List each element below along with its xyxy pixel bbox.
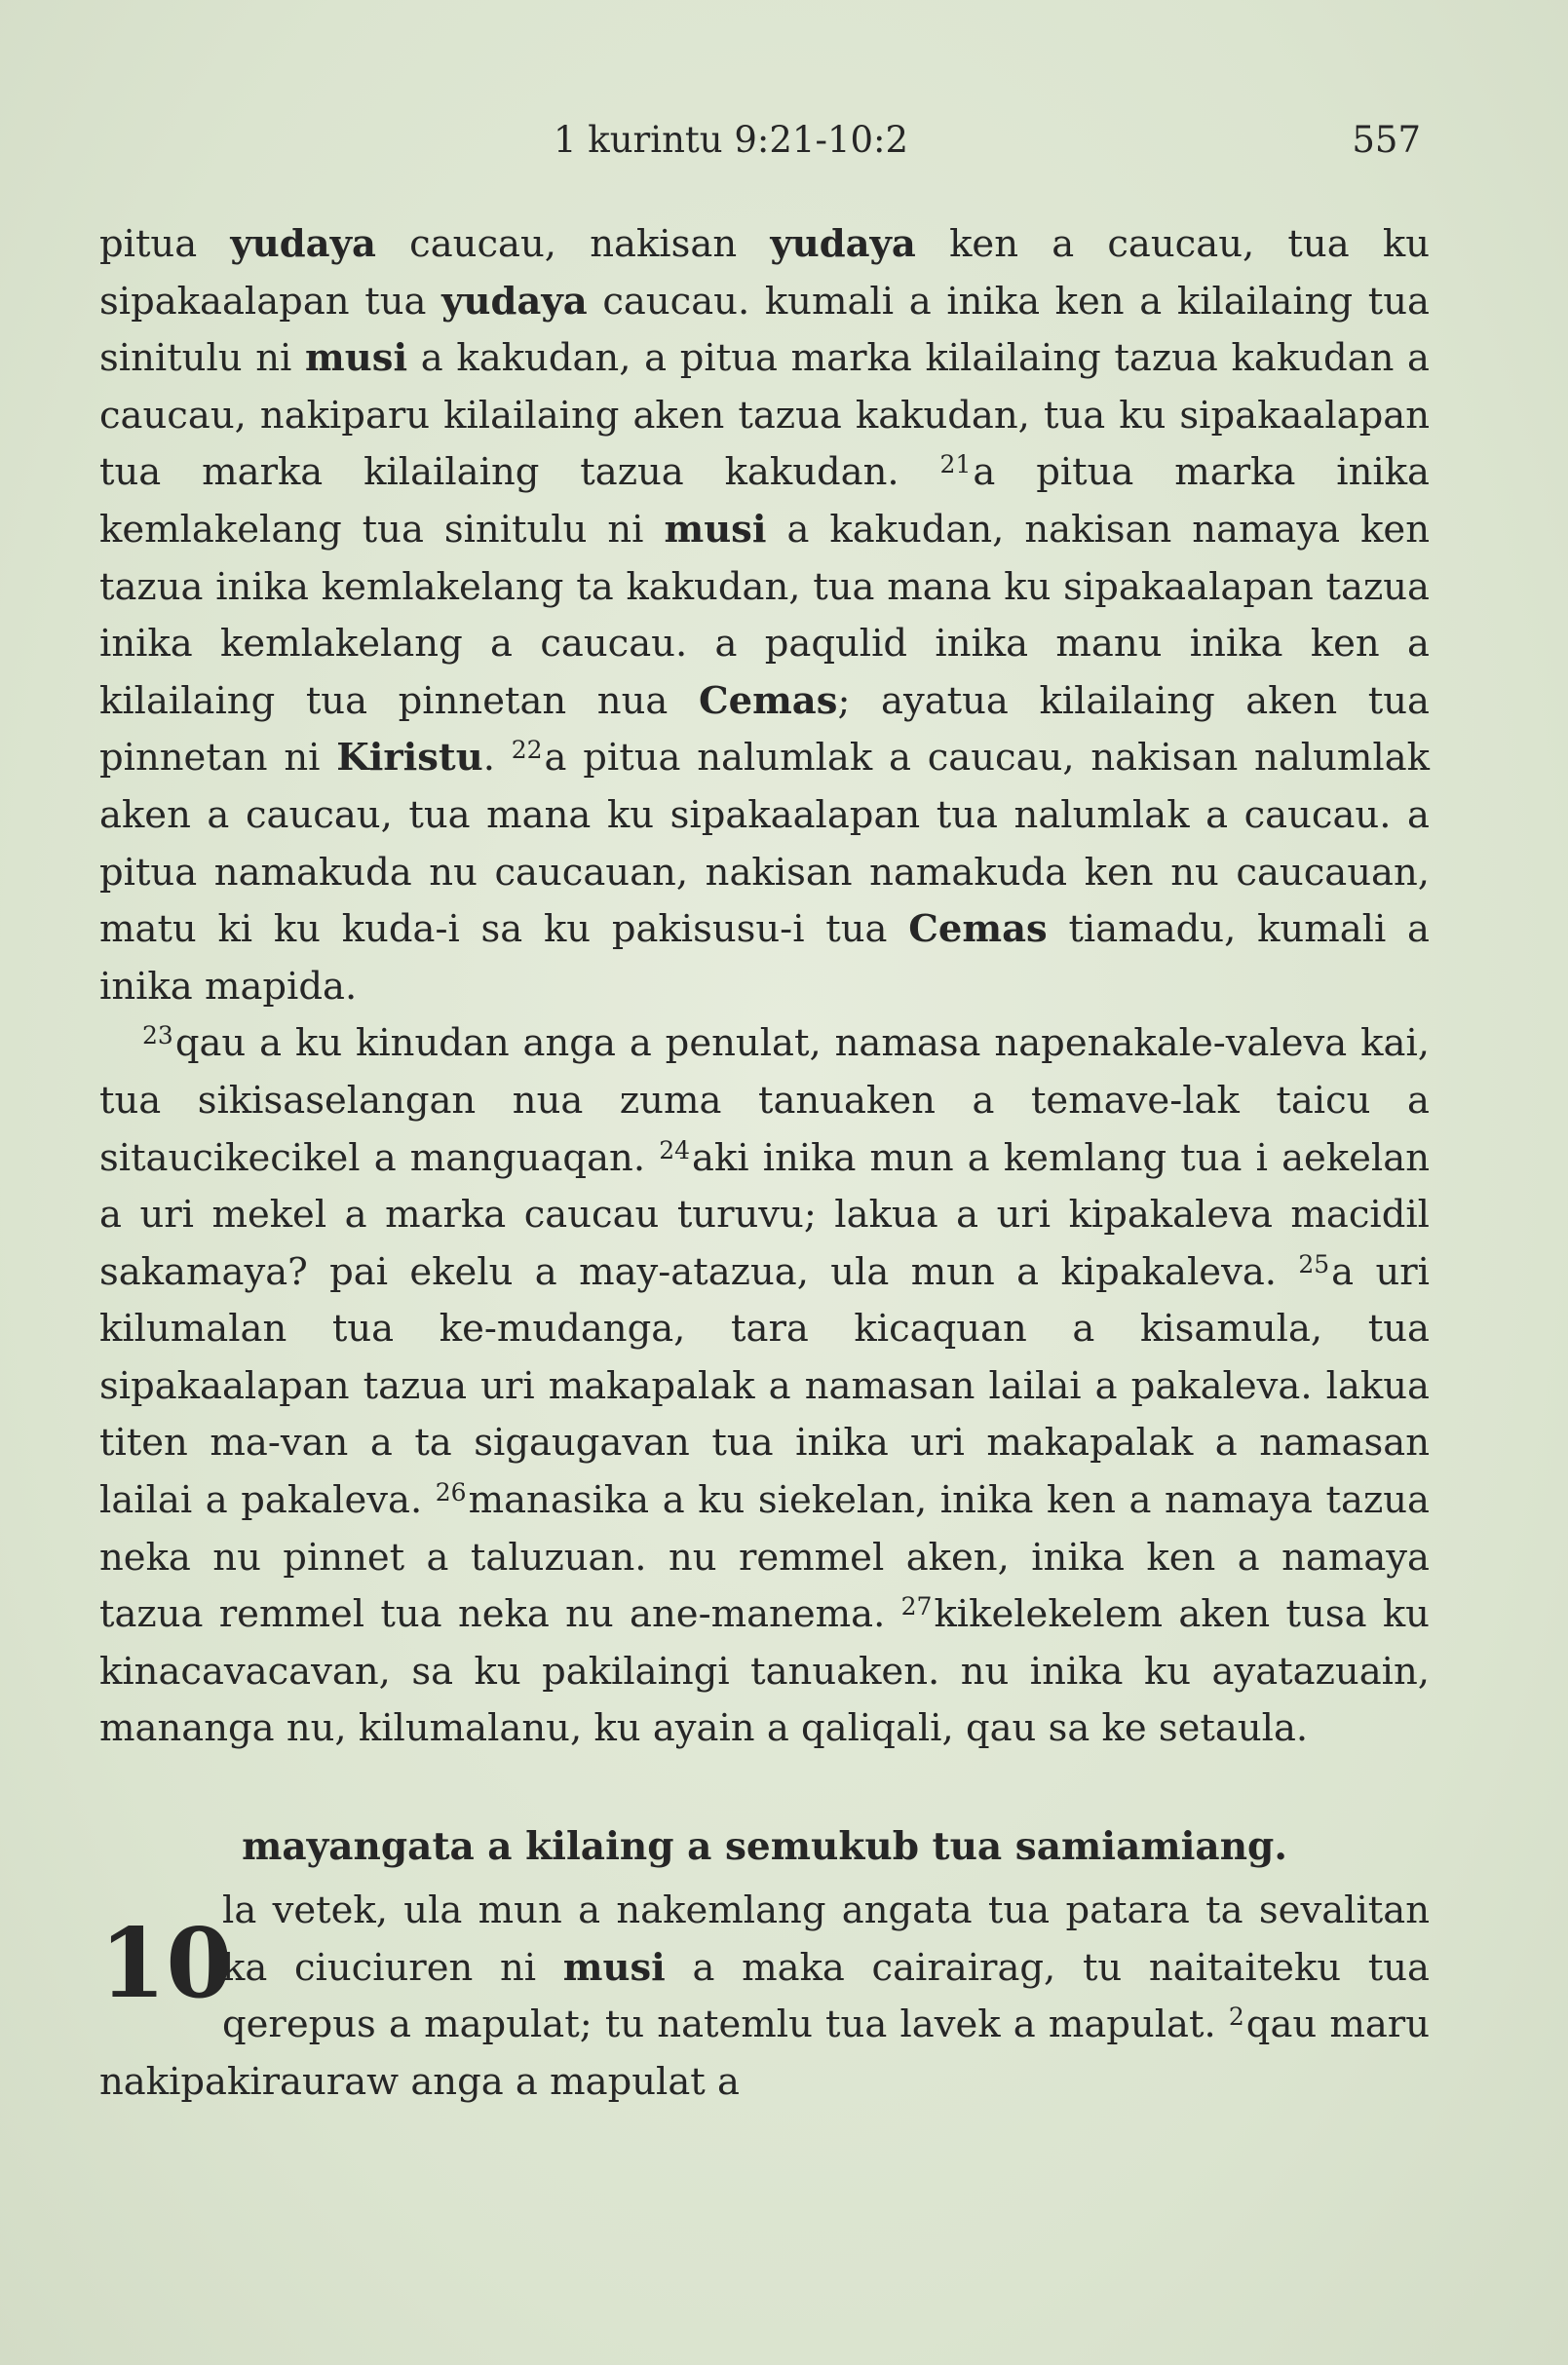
verse-number: 25 <box>1298 1249 1330 1278</box>
text-run: a pitua marka inika kemlakelang tua sinitulu ni <box>99 450 1430 552</box>
text-run: manasika a ku siekelan, inika ken a namaya tazua neka nu pinnet a taluzuan. nu remmel aken, inika ken a namaya tazua remmel tua neka nu ane-manema. <box>99 1478 1430 1637</box>
text-run: pitua <box>99 222 231 266</box>
bold-word: Kiristu <box>336 736 483 781</box>
bold-word: yudaya <box>770 222 916 266</box>
paragraph-verses-21-22 <box>99 216 1430 1015</box>
text-run: caucau. kumali a inika ken a kilailaing tua sinitulu ni <box>99 279 1430 381</box>
verse-number: 22 <box>511 736 543 765</box>
bold-word: musi <box>562 1945 666 1990</box>
text-run: a uri kilumalan tua ke-mudanga, tara kicaquan a kisamula, tua sipakaalapan tazua uri makapalak a namasan lailai a pakaleva. lakua titen ma-van a ta sigaugavan tua inika uri makapalak a namasan lailai a pakaleva. <box>99 1249 1430 1523</box>
text-run: kikelekelem aken tusa ku kinacavacavan, sa ku pakilaingi tanuaken. nu inika ku ayatazuain, mananga nu, kilumalanu, ku ayain a qaliqali, qau sa ke setaula. <box>99 1592 1430 1751</box>
chapter-10-block <box>99 1883 1430 2111</box>
page-number: 557 <box>1352 119 1421 161</box>
verse-number: 2 <box>1228 2003 1244 2032</box>
text-run: a pitua nalumlak a caucau, nakisan nalumlak aken a caucau, tua mana ku sipakaalapan tua nalumlak a caucau. a pitua namakuda nu caucauan, nakisan namakuda ken nu caucauan, matu ki ku kuda-i sa ku pakisusu-i tua <box>99 736 1430 952</box>
chapter-number: 10 <box>99 1908 233 2021</box>
text-run: a maka cairairag, tu naitaiteku tua qerepus a mapulat; tu natemlu tua lavek a mapulat. <box>222 1945 1430 2047</box>
running-header <box>96 119 1421 177</box>
bold-word: yudaya <box>230 222 376 266</box>
running-title: 1 kurintu 9:21-10:2 <box>554 119 909 161</box>
verse-number: 26 <box>435 1478 467 1507</box>
text-run: ken a caucau, tua ku sipakaalapan tua <box>99 222 1430 324</box>
bold-word: musi <box>305 336 408 381</box>
verse-number: 23 <box>142 1021 173 1050</box>
bold-word: Cemas <box>698 678 838 723</box>
text-run: la vetek, ula mun a nakemlang angata tua patara ta sevalitan ka ciuciuren ni <box>222 1888 1430 1990</box>
text-run: a kakudan, a pitua marka kilailaing tazua kakudan a caucau, nakiparu kilailaing aken tazua kakudan, tua ku sipakaalapan tua marka kilailaing tazua kakudan. <box>99 336 1431 495</box>
text-run: . <box>482 736 512 781</box>
text-run: qau maru nakipakirauraw anga a mapulat a <box>99 2003 1431 2104</box>
text-run: tiamadu, kumali a inika mapida. <box>99 907 1430 1009</box>
section-heading: mayangata a kilaing a semukub tua samiamiang. <box>242 1824 1287 1870</box>
bold-word: Cemas <box>908 907 1048 952</box>
text-run: qau a ku kinudan anga a penulat, namasa napenakale-valeva kai, tua sikisaselangan nua zuma tanuaken a temave-lak taicu a sitaucikecikel a manguaqan. <box>99 1021 1430 1180</box>
text-run: a kakudan, nakisan namaya ken tazua inika kemlakelang ta kakudan, tua mana ku sipakaalapan tazua inika kemlakelang a caucau. a paqulid inika manu inika ken a kilailaing tua pinnetan nua <box>99 507 1431 723</box>
verse-number: 21 <box>939 450 972 479</box>
paragraph-chapter-10 <box>99 1883 1430 2111</box>
text-run: caucau, nakisan <box>375 222 771 266</box>
paragraph-verses-23-27 <box>99 1015 1430 1758</box>
bold-word: yudaya <box>441 279 588 324</box>
bold-word: musi <box>664 507 767 552</box>
text-run: aki inika mun a kemlang tua i aekelan a uri mekel a marka caucau turuvu; lakua a uri kipakaleva macidil sakamaya? pai ekelu a may-atazua, ula mun a kipakaleva. <box>99 1135 1430 1294</box>
text-body <box>99 216 1430 2111</box>
text-run: ; ayatua kilailaing aken tua pinnetan ni <box>99 678 1430 781</box>
verse-number: 24 <box>659 1135 690 1164</box>
verse-number: 27 <box>900 1592 933 1621</box>
